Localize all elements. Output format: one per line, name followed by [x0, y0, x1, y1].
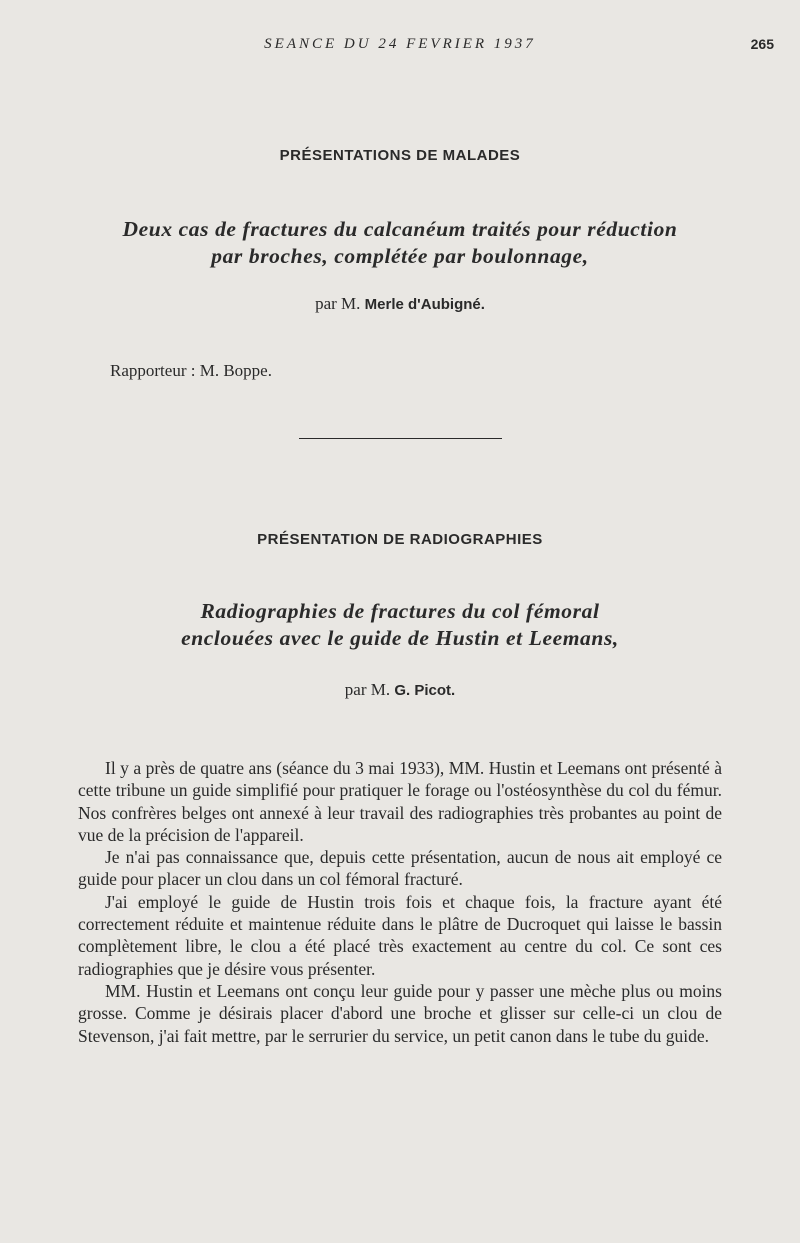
article-title-col-femoral [0, 598, 800, 652]
author-name: Merle d'Aubigné. [364, 296, 485, 313]
rapporteur-line: Rapporteur : M. Boppe. [110, 361, 272, 380]
title-line-1: Radiographies de fractures du col fémoral [200, 599, 600, 623]
body-paragraph: MM. Hustin et Leemans ont conçu leur guide pour y passer une mèche plus ou moins grosse. Comme je désirais placer d'abord une broche et glisser sur celle-ci un clou de Stevenson, j'ai fait mettre, par le serrurier du service, un petit canon dans le tube du guide. [78, 980, 722, 1046]
article-title-calcaneum [0, 216, 800, 270]
body-paragraph: Je n'ai pas connaissance que, depuis cette présentation, aucun de nous ait employé ce guide pour placer un clou dans un col fémoral fracturé. [78, 847, 722, 890]
title-line-2: par broches, complétée par boulonnage, [211, 244, 589, 268]
title-line-1: Deux cas de fractures du calcanéum traités pour réduction [122, 217, 678, 241]
section-heading-presentations-de-malades: PRÉSENTATIONS DE MALADES [279, 147, 521, 164]
body-paragraph: J'ai employé le guide de Hustin trois fois et chaque fois, la fracture ayant été correctement réduite et maintenue réduite dans le plâtre de Ducroquet qui laisse le bassin complètement libre, le clou a été placé très exactement au centre du col. Ce sont ces radiographies que je désire vous présenter. [78, 891, 722, 979]
byline-prefix: par M. [344, 680, 391, 699]
byline-merle-daubigne [0, 294, 800, 314]
byline-prefix: par M. [315, 294, 361, 313]
page-number: 265 [750, 36, 774, 52]
article-body [78, 757, 722, 1047]
byline-picot [0, 680, 800, 700]
running-head: SEANCE DU 24 FEVRIER 1937 [264, 36, 536, 52]
title-line-2: enclouées avec le guide de Hustin et Leemans, [181, 626, 619, 650]
body-paragraph: Il y a près de quatre ans (séance du 3 mai 1933), MM. Hustin et Leemans ont présenté à cette tribune un guide simplifié pour pratiquer le forage ou l'ostéosynthèse du col du fémur. Nos confrères belges ont annexé à leur travail des radiographies très probantes au point de vue de la précision de l'appareil. [78, 758, 722, 845]
section-divider [299, 438, 502, 439]
author-name: G. Picot. [394, 682, 456, 699]
section-heading-presentation-de-radiographies: PRÉSENTATION DE RADIOGRAPHIES [257, 531, 543, 548]
